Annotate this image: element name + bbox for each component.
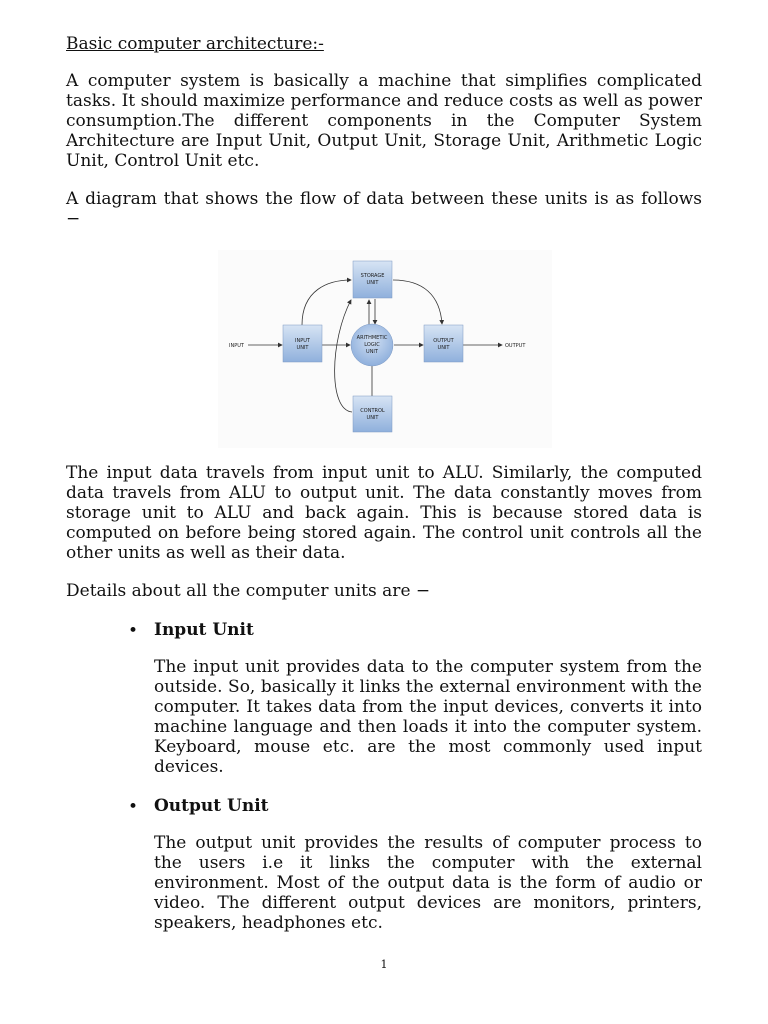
details-intro-paragraph: Details about all the computer units are − [66, 581, 431, 601]
architecture-diagram-svg [218, 250, 552, 448]
control-unit-box [353, 396, 392, 432]
input-unit-description: The input unit provides data to the computer system from the outside. So, basically it links the external environment with the computer. It takes data from the input devices, converts it into machine language and then loads it into the computer system. Keyboard, mouse etc. are the most commonly used input devices. [154, 657, 702, 777]
alu-label-line1: ARITHMETIC [356, 335, 388, 341]
input-label: INPUT [229, 343, 244, 349]
control-unit-label-line2: UNIT [366, 415, 379, 421]
input-unit-label-line2: UNIT [296, 345, 309, 351]
storage-unit-box [353, 261, 392, 298]
bullet-marker: • [128, 621, 139, 641]
flow-paragraph: The input data travels from input unit to ALU. Similarly, the computed data travels from ALU to output unit. The data constantly moves from storage unit to ALU and back again. This is because stored data is computed on before being stored again. The control unit controls all the other units as well as their data. [66, 463, 702, 563]
control-unit-label-line1: CONTROL [360, 408, 385, 414]
alu-circle [351, 324, 393, 366]
input-unit-title: Input Unit [154, 620, 254, 640]
storage-to-output-arrow [393, 280, 442, 324]
input-unit-box [283, 325, 322, 362]
bullet-marker: • [128, 797, 139, 817]
output-unit-box [424, 325, 463, 362]
input-unit-label-line1: INPUT [295, 338, 310, 344]
output-unit-title: Output Unit [154, 796, 269, 816]
storage-unit-label-line2: UNIT [366, 280, 379, 286]
storage-unit-label-line1: STORAGE [360, 273, 385, 279]
output-unit-description: The output unit provides the results of computer process to the users i.e it links the computer with the external environment. Most of the output data is the form of audio or video. The different output devices are monitors, printers, speakers, headphones etc. [154, 833, 702, 933]
document-heading: Basic computer architecture:- [66, 34, 324, 54]
page-number: 1 [380, 958, 388, 971]
output-unit-label-line1: OUTPUT [433, 338, 454, 344]
intro-paragraph: A computer system is basically a machine that simplifies complicated tasks. It should maximize performance and reduce costs as well as power consumption.The different components in the Computer System Architecture are Input Unit, Output Unit, Storage Unit, Arithmetic Logic Unit, Control Unit etc. [66, 71, 702, 171]
output-label: OUTPUT [505, 343, 526, 349]
diagram-intro-paragraph: A diagram that shows the flow of data between these units is as follows − [66, 189, 702, 229]
output-unit-label-line2: UNIT [437, 345, 450, 351]
control-to-storage-arrow [335, 300, 352, 412]
alu-label-line3: UNIT [366, 349, 378, 355]
alu-label-line2: LOGIC [364, 342, 380, 348]
architecture-diagram [218, 250, 552, 448]
